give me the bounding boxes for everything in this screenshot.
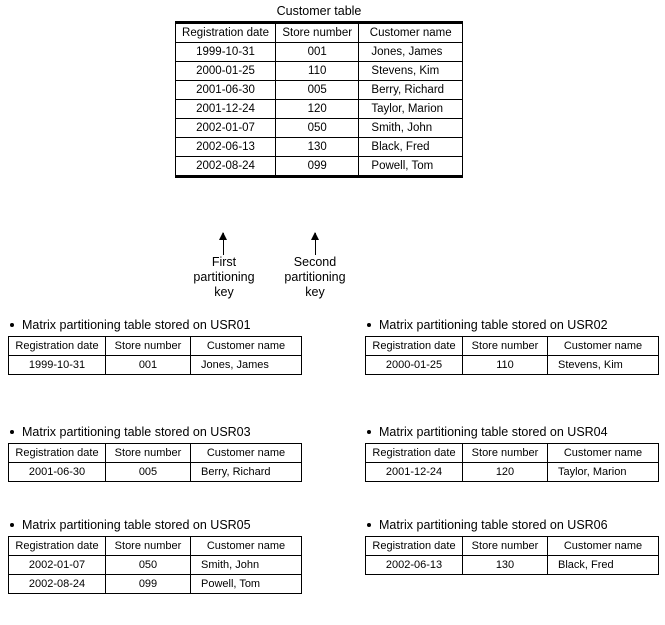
- table-row: [366, 463, 659, 482]
- column-header-customer-name: Customer name: [548, 444, 659, 463]
- partition-title-usr04: [365, 425, 659, 439]
- table-row: [176, 119, 463, 138]
- bullet-icon: [367, 430, 371, 434]
- cell-registration-date: 1999-10-31: [176, 43, 276, 62]
- cell-customer-name: Taylor, Marion: [359, 100, 463, 119]
- table-row: [176, 62, 463, 81]
- cell-store-number: 110: [463, 356, 548, 375]
- cell-store-number: 110: [276, 62, 359, 81]
- cell-registration-date: 2002-08-24: [9, 575, 106, 594]
- column-header-registration-date: Registration date: [9, 537, 106, 556]
- table-row: [366, 356, 659, 375]
- partition-block-usr03: [8, 425, 302, 482]
- cell-store-number: 050: [106, 556, 191, 575]
- partition-title-usr03: [8, 425, 302, 439]
- table-header-row: [366, 337, 659, 356]
- column-header-customer-name: Customer name: [359, 23, 463, 43]
- partition-table-usr02: [365, 336, 659, 375]
- cell-registration-date: 2002-06-13: [176, 138, 276, 157]
- cell-registration-date: 2001-12-24: [176, 100, 276, 119]
- partition-title-text: Matrix partitioning table stored on USR03: [22, 425, 251, 439]
- bullet-icon: [10, 523, 14, 527]
- cell-registration-date: 2002-08-24: [176, 157, 276, 177]
- column-header-registration-date: Registration date: [366, 444, 463, 463]
- second-key-line-3: key: [305, 285, 325, 299]
- cell-registration-date: 2001-12-24: [366, 463, 463, 482]
- customer-table-caption: Customer table: [276, 4, 362, 18]
- cell-registration-date: 2001-06-30: [9, 463, 106, 482]
- table-row: [176, 100, 463, 119]
- cell-registration-date: 1999-10-31: [9, 356, 106, 375]
- column-header-store-number: Store number: [463, 444, 548, 463]
- table-header-row: [366, 537, 659, 556]
- partition-block-usr04: [365, 425, 659, 482]
- column-header-customer-name: Customer name: [548, 337, 659, 356]
- column-header-registration-date: Registration date: [366, 537, 463, 556]
- partition-title-text: Matrix partitioning table stored on USR05: [22, 518, 251, 532]
- partition-block-usr02: [365, 318, 659, 375]
- cell-store-number: 130: [276, 138, 359, 157]
- partition-block-usr06: [365, 518, 659, 575]
- cell-store-number: 001: [276, 43, 359, 62]
- cell-customer-name: Powell, Tom: [359, 157, 463, 177]
- cell-customer-name: Berry, Richard: [191, 463, 302, 482]
- second-partitioning-key-arrow-icon: [315, 233, 316, 255]
- column-header-registration-date: Registration date: [9, 444, 106, 463]
- table-row: [9, 463, 302, 482]
- cell-registration-date: 2002-01-07: [176, 119, 276, 138]
- second-key-line-2: partitioning: [284, 270, 346, 284]
- customer-table-block: [175, 4, 463, 178]
- cell-customer-name: Powell, Tom: [191, 575, 302, 594]
- column-header-store-number: Store number: [106, 537, 191, 556]
- cell-registration-date: 2002-06-13: [366, 556, 463, 575]
- cell-registration-date: 2000-01-25: [366, 356, 463, 375]
- customer-table: [175, 21, 463, 178]
- bullet-icon: [367, 523, 371, 527]
- second-key-line-1: Second: [293, 255, 337, 269]
- table-row: [9, 575, 302, 594]
- cell-store-number: 005: [106, 463, 191, 482]
- partition-title-usr01: [8, 318, 302, 332]
- column-header-customer-name: Customer name: [191, 337, 302, 356]
- cell-store-number: 099: [276, 157, 359, 177]
- partition-table-usr06: [365, 536, 659, 575]
- second-partitioning-key-label: [272, 255, 358, 300]
- column-header-store-number: Store number: [463, 537, 548, 556]
- first-key-line-3: key: [214, 285, 234, 299]
- cell-customer-name: Black, Fred: [548, 556, 659, 575]
- partition-title-text: Matrix partitioning table stored on USR02: [379, 318, 608, 332]
- partition-title-usr06: [365, 518, 659, 532]
- cell-customer-name: Jones, James: [359, 43, 463, 62]
- table-row: [176, 157, 463, 177]
- partition-table-usr03: [8, 443, 302, 482]
- table-header-row: [176, 23, 463, 43]
- bullet-icon: [10, 430, 14, 434]
- table-header-row: [9, 537, 302, 556]
- cell-customer-name: Smith, John: [359, 119, 463, 138]
- cell-customer-name: Berry, Richard: [359, 81, 463, 100]
- partition-table-usr04: [365, 443, 659, 482]
- cell-store-number: 050: [276, 119, 359, 138]
- column-header-customer-name: Customer name: [191, 444, 302, 463]
- table-row: [9, 556, 302, 575]
- column-header-store-number: Store number: [106, 444, 191, 463]
- column-header-customer-name: Customer name: [191, 537, 302, 556]
- column-header-registration-date: Registration date: [9, 337, 106, 356]
- bullet-icon: [367, 323, 371, 327]
- partition-title-text: Matrix partitioning table stored on USR01: [22, 318, 251, 332]
- partition-title-text: Matrix partitioning table stored on USR06: [379, 518, 608, 532]
- partition-table-usr05: [8, 536, 302, 594]
- partition-title-usr02: [365, 318, 659, 332]
- table-row: [366, 556, 659, 575]
- column-header-registration-date: Registration date: [176, 23, 276, 43]
- cell-store-number: 001: [106, 356, 191, 375]
- column-header-customer-name: Customer name: [548, 537, 659, 556]
- table-row: [176, 81, 463, 100]
- cell-store-number: 005: [276, 81, 359, 100]
- partition-block-usr01: [8, 318, 302, 375]
- cell-registration-date: 2002-01-07: [9, 556, 106, 575]
- partition-title-usr05: [8, 518, 302, 532]
- table-header-row: [9, 444, 302, 463]
- partition-table-usr01: [8, 336, 302, 375]
- partition-block-usr05: [8, 518, 302, 594]
- first-key-line-1: First: [211, 255, 237, 269]
- column-header-store-number: Store number: [276, 23, 359, 43]
- table-header-row: [366, 444, 659, 463]
- cell-customer-name: Black, Fred: [359, 138, 463, 157]
- cell-customer-name: Jones, James: [191, 356, 302, 375]
- first-partitioning-key-arrow-icon: [223, 233, 224, 255]
- table-header-row: [9, 337, 302, 356]
- cell-customer-name: Smith, John: [191, 556, 302, 575]
- first-key-line-2: partitioning: [193, 270, 255, 284]
- cell-store-number: 130: [463, 556, 548, 575]
- cell-store-number: 099: [106, 575, 191, 594]
- cell-customer-name: Stevens, Kim: [359, 62, 463, 81]
- partition-title-text: Matrix partitioning table stored on USR04: [379, 425, 608, 439]
- column-header-registration-date: Registration date: [366, 337, 463, 356]
- cell-store-number: 120: [276, 100, 359, 119]
- bullet-icon: [10, 323, 14, 327]
- cell-registration-date: 2000-01-25: [176, 62, 276, 81]
- table-row: [176, 43, 463, 62]
- cell-store-number: 120: [463, 463, 548, 482]
- cell-registration-date: 2001-06-30: [176, 81, 276, 100]
- table-row: [176, 138, 463, 157]
- cell-customer-name: Stevens, Kim: [548, 356, 659, 375]
- table-row: [9, 356, 302, 375]
- cell-customer-name: Taylor, Marion: [548, 463, 659, 482]
- first-partitioning-key-label: [181, 255, 267, 300]
- column-header-store-number: Store number: [106, 337, 191, 356]
- column-header-store-number: Store number: [463, 337, 548, 356]
